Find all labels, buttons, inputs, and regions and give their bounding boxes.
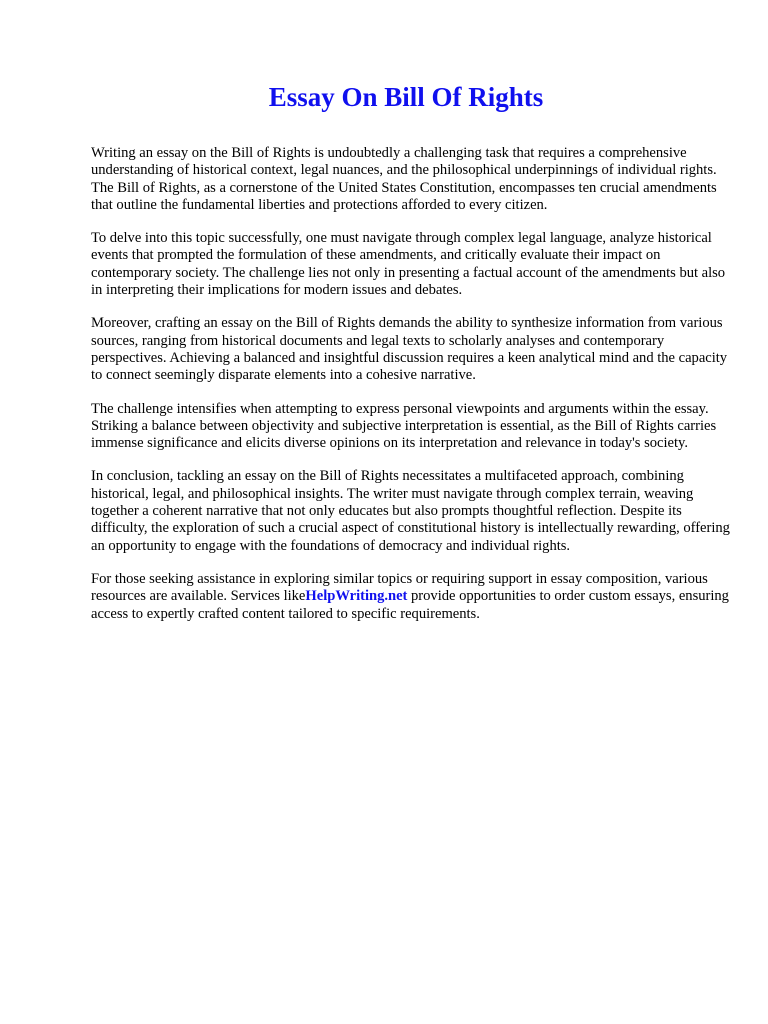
paragraph-4: The challenge intensifies when attempting to express personal viewpoints and arguments within the essay. Striking a balance between objectivity and subjective interpretation is essential, as the Bill of Rights carries immense significance and elicits diverse opinions on its interpretation and relevance in today's society.: [91, 400, 717, 452]
paragraph-6-after-link: provide opportunities to order custom essays, ensuring access to expertly crafted content tailored to specific requirements.: [91, 588, 729, 622]
page-title: Essay On Bill Of Rights: [268, 82, 544, 112]
paragraph-6: [91, 571, 731, 623]
essay-body: [91, 145, 731, 639]
paragraph-6-before-link: For those seeking assistance in exploring similar topics or requiring support in essay composition, various resources are available. Services like: [91, 570, 708, 605]
paragraph-1: Writing an essay on the Bill of Rights is undoubtedly a challenging task that requires a comprehensive understanding of historical context, legal nuances, and the philosophical underpinnings of individual rights. The Bill of Rights, as a cornerstone of the United States Constitution, encompasses ten crucial amendments that outline the fundamental liberties and protections afforded to every citizen.: [91, 145, 717, 213]
paragraph-2: To delve into this topic successfully, one must navigate through complex legal language, analyze historical events that prompted the formulation of these amendments, and critically evaluate their impact on contemporary society. The challenge lies not only in presenting a factual account of the amendments but also in interpreting their implications for modern issues and debates.: [91, 230, 726, 299]
helpwriting-link[interactable]: HelpWriting.net: [305, 588, 408, 605]
paragraph-5: In conclusion, tackling an essay on the Bill of Rights necessitates a multifaceted approach, combining historical, legal, and philosophical insights. The writer must navigate through complex terrain, weaving together a coherent narrative that not only educates but also prompts thoughtful reflection. Despite its difficulty, the exploration of such a crucial aspect of constitutional history is intellectually rewarding, offering an opportunity to engage with the foundations of democracy and individual rights.: [91, 468, 730, 554]
paragraph-3: Moreover, crafting an essay on the Bill of Rights demands the ability to synthesize information from various sources, ranging from historical documents and legal texts to scholarly analyses and contemporary perspectives. Achieving a balanced and insightful discussion requires a keen analytical mind and the capacity to connect seemingly disparate elements into a cohesive narrative.: [91, 315, 728, 384]
